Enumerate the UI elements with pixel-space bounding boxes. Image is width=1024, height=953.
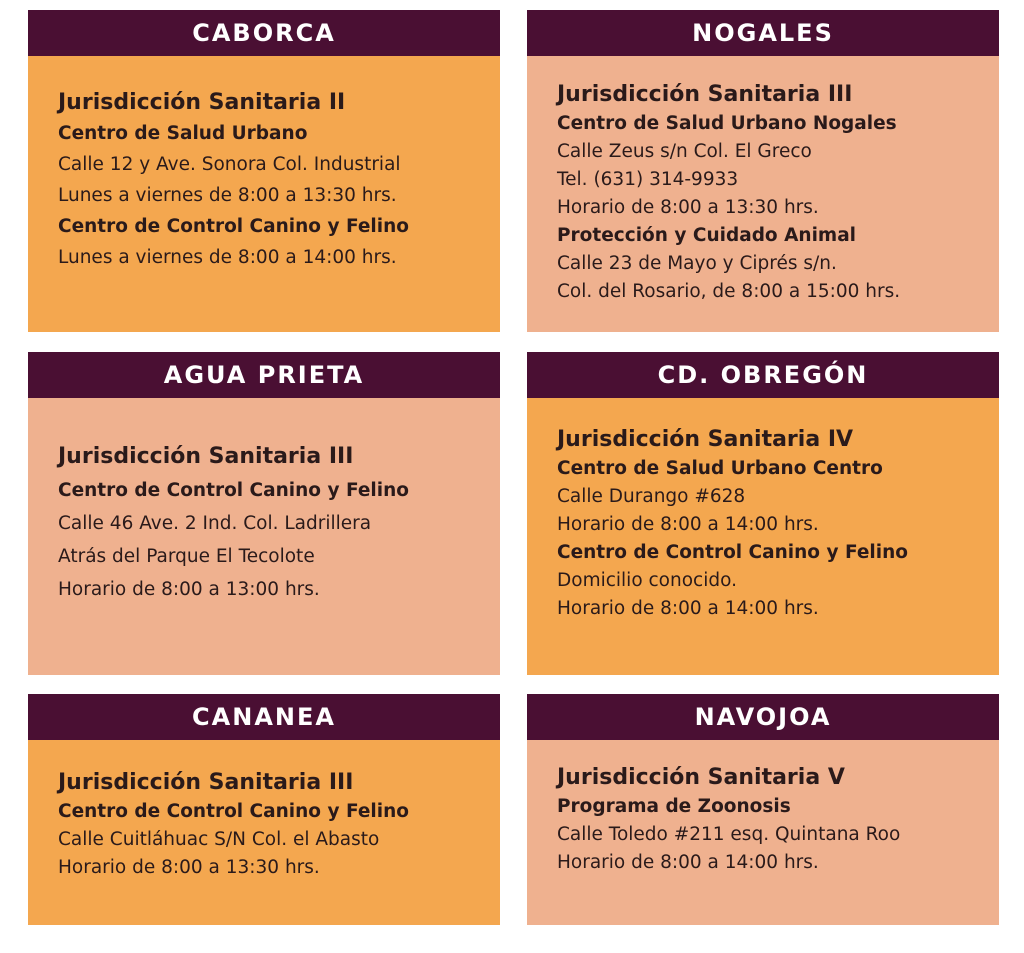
card-header-city: CANANEA <box>28 694 500 740</box>
phone-line: Tel. (631) 314-9933 <box>557 169 739 190</box>
facility-name: Protección y Cuidado Animal <box>557 225 857 246</box>
schedule-line: Horario de 8:00 a 13:00 hrs. <box>58 579 320 600</box>
jurisdiction-title: Jurisdicción Sanitaria V <box>557 765 845 790</box>
jurisdiction-title: Jurisdicción Sanitaria III <box>58 444 354 469</box>
card-cd-obregon <box>527 352 999 675</box>
schedule-line: Horario de 8:00 a 14:00 hrs. <box>557 852 819 873</box>
schedule-line: Horario de 8:00 a 13:30 hrs. <box>58 857 320 878</box>
jurisdiction-title: Jurisdicción Sanitaria IV <box>557 427 854 452</box>
facility-name: Centro de Salud Urbano Nogales <box>557 113 897 134</box>
card-body <box>527 56 999 332</box>
address-line: Calle Toledo #211 esq. Quintana Roo <box>557 824 901 845</box>
jurisdiction-title: Jurisdicción Sanitaria III <box>557 82 853 107</box>
facility-name: Centro de Control Canino y Felino <box>58 216 409 237</box>
schedule-line: Horario de 8:00 a 13:30 hrs. <box>557 197 819 218</box>
address-line: Calle 12 y Ave. Sonora Col. Industrial <box>58 154 401 175</box>
card-caborca <box>28 10 500 332</box>
facility-name: Centro de Salud Urbano Centro <box>557 458 883 479</box>
facility-name: Centro de Control Canino y Felino <box>557 542 908 563</box>
card-header-city: CABORCA <box>28 10 500 56</box>
schedule-line: Lunes a viernes de 8:00 a 13:30 hrs. <box>58 185 397 206</box>
card-header-city: AGUA PRIETA <box>28 352 500 398</box>
schedule-line: Col. del Rosario, de 8:00 a 15:00 hrs. <box>557 281 901 302</box>
address-line: Atrás del Parque El Tecolote <box>58 546 315 567</box>
schedule-line: Lunes a viernes de 8:00 a 14:00 hrs. <box>58 247 397 268</box>
address-line: Calle Durango #628 <box>557 486 746 507</box>
card-header-city: NOGALES <box>527 10 999 56</box>
address-line: Calle Zeus s/n Col. El Greco <box>557 141 812 162</box>
address-line: Calle Cuitláhuac S/N Col. el Abasto <box>58 829 380 850</box>
card-body <box>28 398 500 675</box>
facility-name: Centro de Control Canino y Felino <box>58 480 409 501</box>
card-body <box>527 740 999 925</box>
card-header-city: NAVOJOA <box>527 694 999 740</box>
card-body <box>28 740 500 925</box>
card-nogales <box>527 10 999 332</box>
address-line: Calle 46 Ave. 2 Ind. Col. Ladrillera <box>58 513 372 534</box>
schedule-line: Horario de 8:00 a 14:00 hrs. <box>557 598 819 619</box>
schedule-line: Horario de 8:00 a 14:00 hrs. <box>557 514 819 535</box>
jurisdiction-title: Jurisdicción Sanitaria II <box>58 90 346 115</box>
card-cananea <box>28 694 500 925</box>
facility-name: Centro de Salud Urbano <box>58 123 308 144</box>
facility-name: Programa de Zoonosis <box>557 796 791 817</box>
jurisdiction-title: Jurisdicción Sanitaria III <box>58 770 354 795</box>
address-line: Domicilio conocido. <box>557 570 737 591</box>
card-body <box>527 398 999 675</box>
card-agua-prieta <box>28 352 500 675</box>
address-line: Calle 23 de Mayo y Ciprés s/n. <box>557 253 837 274</box>
card-header-city: CD. OBREGÓN <box>527 352 999 398</box>
card-navojoa <box>527 694 999 925</box>
card-body <box>28 56 500 332</box>
facility-name: Centro de Control Canino y Felino <box>58 801 409 822</box>
